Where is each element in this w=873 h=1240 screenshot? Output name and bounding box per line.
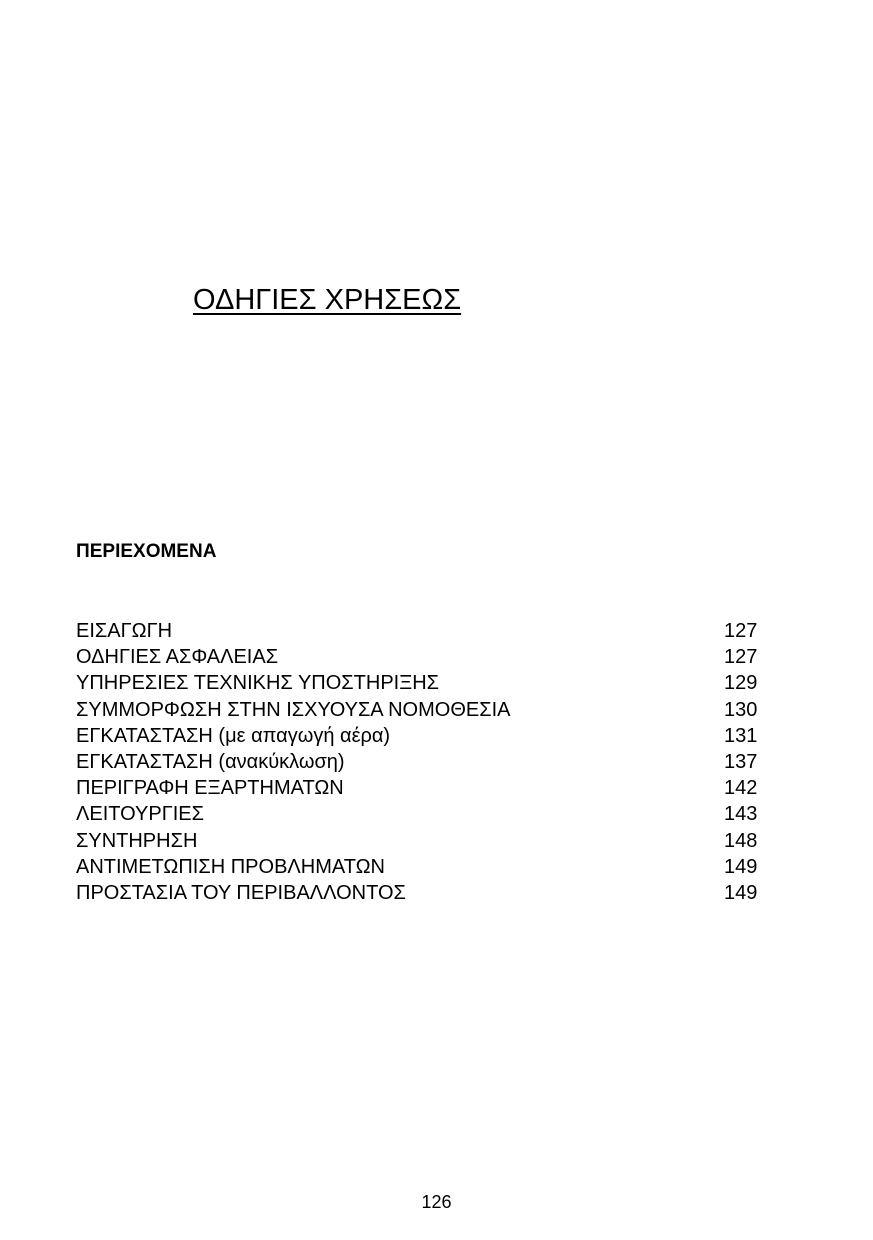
- document-title: ΟΔΗΓΙΕΣ ΧΡΗΣΕΩΣ: [193, 284, 462, 316]
- toc-entry-page: 130: [724, 698, 758, 721]
- toc-entry-title: ΕΓΚΑΤΑΣΤΑΣΗ (με απαγωγή αέρα): [76, 724, 391, 747]
- toc-entry-title: ΕΙΣΑΓΩΓΗ: [76, 620, 173, 642]
- table-of-contents: [76, 618, 766, 906]
- toc-entry-page: 142: [724, 777, 758, 800]
- toc-entry-page: 127: [724, 646, 758, 669]
- page-number: 126: [421, 1192, 452, 1212]
- toc-entry-title: ΥΠΗΡΕΣΙΕΣ ΤΕΧΝΙΚΗΣ ΥΠΟΣΤΗΡΙΞΗΣ: [76, 672, 440, 695]
- toc-entry-title: ΠΕΡΙΓΡΑΦΗ ΕΞΑΡΤΗΜΑΤΩΝ: [76, 777, 344, 800]
- toc-entry-page: 131: [724, 724, 758, 747]
- toc-entry: [76, 854, 766, 880]
- toc-entry: [76, 670, 766, 696]
- toc-entry-page: 129: [724, 672, 758, 695]
- toc-entry: [76, 828, 766, 854]
- toc-entry-page: 149: [724, 855, 758, 878]
- toc-entry-page: 143: [724, 803, 758, 826]
- toc-entry: [76, 618, 766, 644]
- toc-entry: [76, 749, 766, 775]
- toc-entry: [76, 723, 766, 749]
- toc-entry: [76, 697, 766, 723]
- toc-entry-title: ΠΡΟΣΤΑΣΙΑ ΤΟΥ ΠΕΡΙΒΑΛΛΟΝΤΟΣ: [76, 881, 406, 904]
- toc-entry-page: 148: [724, 829, 758, 852]
- toc-entry: [76, 775, 766, 801]
- toc-entry-title: ΑΝΤΙΜΕΤΩΠΙΣΗ ΠΡΟΒΛΗΜΑΤΩΝ: [76, 855, 385, 878]
- toc-entry-title: ΟΔΗΓΙΕΣ ΑΣΦΑΛΕΙΑΣ: [76, 646, 279, 669]
- toc-entry-page: 149: [724, 881, 758, 904]
- toc-entry-page: 127: [724, 620, 758, 642]
- toc-entry-title: ΕΓΚΑΤΑΣΤΑΣΗ (ανακύκλωση): [76, 750, 345, 773]
- toc-heading: ΠΕΡΙΕΧΟΜΕΝΑ: [76, 541, 217, 562]
- toc-entry-page: 137: [724, 750, 758, 773]
- toc-entry: [76, 880, 766, 906]
- toc-entry-title: ΣΥΜΜΟΡΦΩΣΗ ΣΤΗΝ ΙΣΧΥΟΥΣΑ ΝΟΜΟΘΕΣΙΑ: [76, 698, 511, 721]
- toc-entry-title: ΣΥΝΤΗΡΗΣΗ: [76, 829, 198, 852]
- toc-entry: [76, 644, 766, 670]
- toc-entry: [76, 801, 766, 827]
- toc-entry-title: ΛΕΙΤΟΥΡΓΙΕΣ: [76, 803, 204, 826]
